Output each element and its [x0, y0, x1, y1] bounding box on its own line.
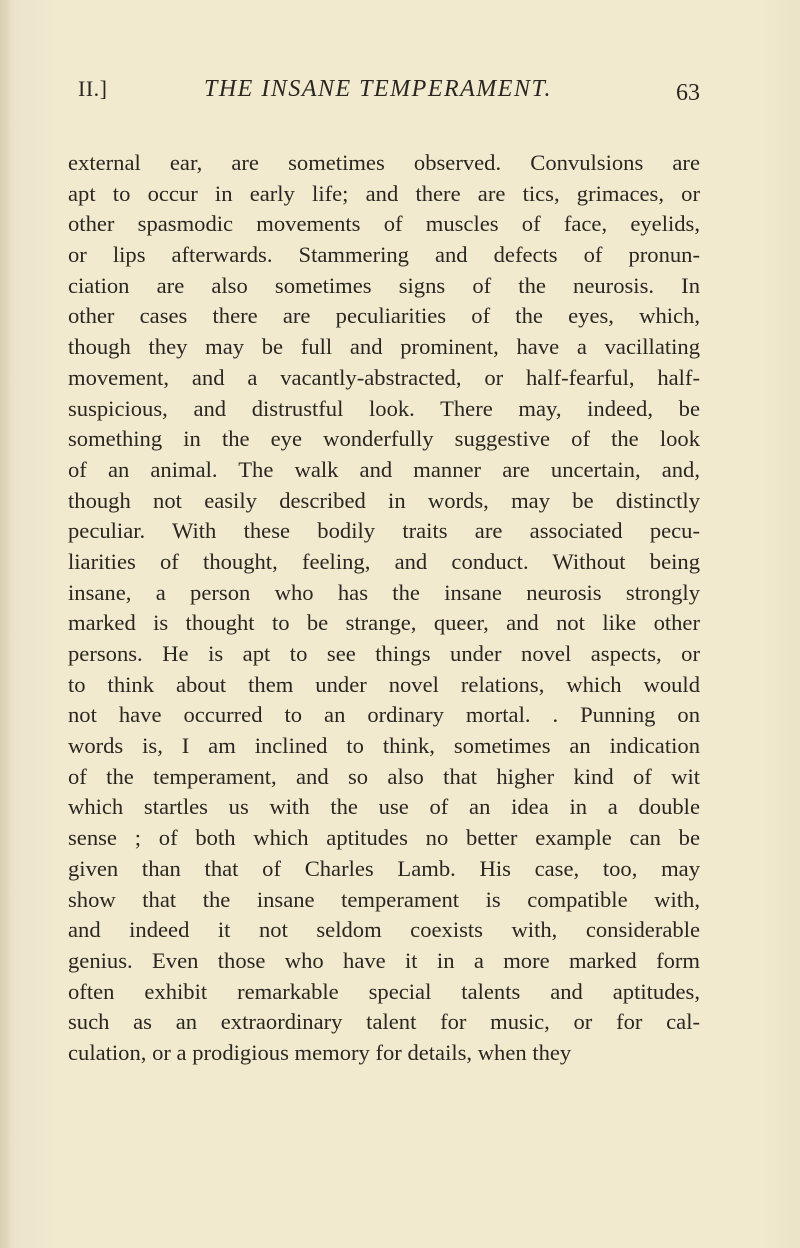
- text-line: liarities of thought, feeling, and conduct. Without being: [68, 548, 700, 574]
- text-line: which startles us with the use of an idea in a double: [68, 794, 700, 820]
- text-line: such as an extraordinary talent for music, or for cal-: [68, 1009, 700, 1035]
- text-line: peculiar. With these bodily traits are associated pecu-: [68, 518, 700, 544]
- text-line: given than that of Charles Lamb. His case, too, may: [68, 855, 700, 881]
- text-line: sense ; of both which aptitudes no better example can be: [68, 825, 700, 851]
- body-text: [68, 148, 700, 1069]
- text-line: of the temperament, and so also that higher kind of wit: [68, 763, 700, 789]
- text-line: marked is thought to be strange, queer, and not like other: [68, 610, 700, 636]
- text-line: persons. He is apt to see things under novel aspects, or: [68, 641, 700, 666]
- text-line: genius. Even those who have it in a more marked form: [68, 947, 700, 973]
- text-line: external ear, are sometimes observed. Convulsions are: [68, 150, 700, 175]
- text-line: other spasmodic movements of muscles of face, eyelids,: [68, 211, 700, 237]
- text-line: suspicious, and distrustful look. There may, indeed, be: [68, 395, 700, 421]
- text-line: culation, or a prodigious memory for details, when they: [68, 1039, 572, 1065]
- binding-edge: [0, 0, 10, 1248]
- text-line: apt to occur in early life; and there are tics, grimaces, or: [68, 180, 700, 206]
- text-line: insane, a person who has the insane neurosis strongly: [68, 579, 700, 605]
- text-line: to think about them under novel relations, which would: [68, 671, 700, 697]
- text-line: often exhibit remarkable special talents and aptitudes,: [68, 978, 700, 1004]
- text-line: or lips afterwards. Stammering and defects of pronun-: [68, 242, 700, 268]
- text-line: of an animal. The walk and manner are uncertain, and,: [68, 456, 700, 482]
- page-number: 63: [676, 80, 700, 106]
- chapter-number: II.]: [78, 76, 108, 101]
- text-line: not have occurred to an ordinary mortal. . Punning on: [68, 702, 700, 728]
- running-title: THE INSANE TEMPERAMENT.: [204, 76, 553, 102]
- text-line: show that the insane temperament is compatible with,: [68, 886, 700, 912]
- text-line: movement, and a vacantly-abstracted, or half-fearful, half-: [68, 364, 700, 390]
- text-line: other cases there are peculiarities of the eyes, which,: [68, 303, 700, 329]
- text-line: though not easily described in words, may be distinctly: [68, 487, 700, 513]
- running-head: [78, 76, 700, 116]
- text-line: something in the eye wonderfully suggestive of the look: [68, 426, 700, 452]
- text-line: ciation are also sometimes signs of the neurosis. In: [68, 272, 700, 298]
- text-line: though they may be full and prominent, have a vacillating: [68, 334, 700, 360]
- text-line: and indeed it not seldom coexists with, considerable: [68, 917, 700, 943]
- text-line: words is, I am inclined to think, sometimes an indication: [68, 733, 700, 759]
